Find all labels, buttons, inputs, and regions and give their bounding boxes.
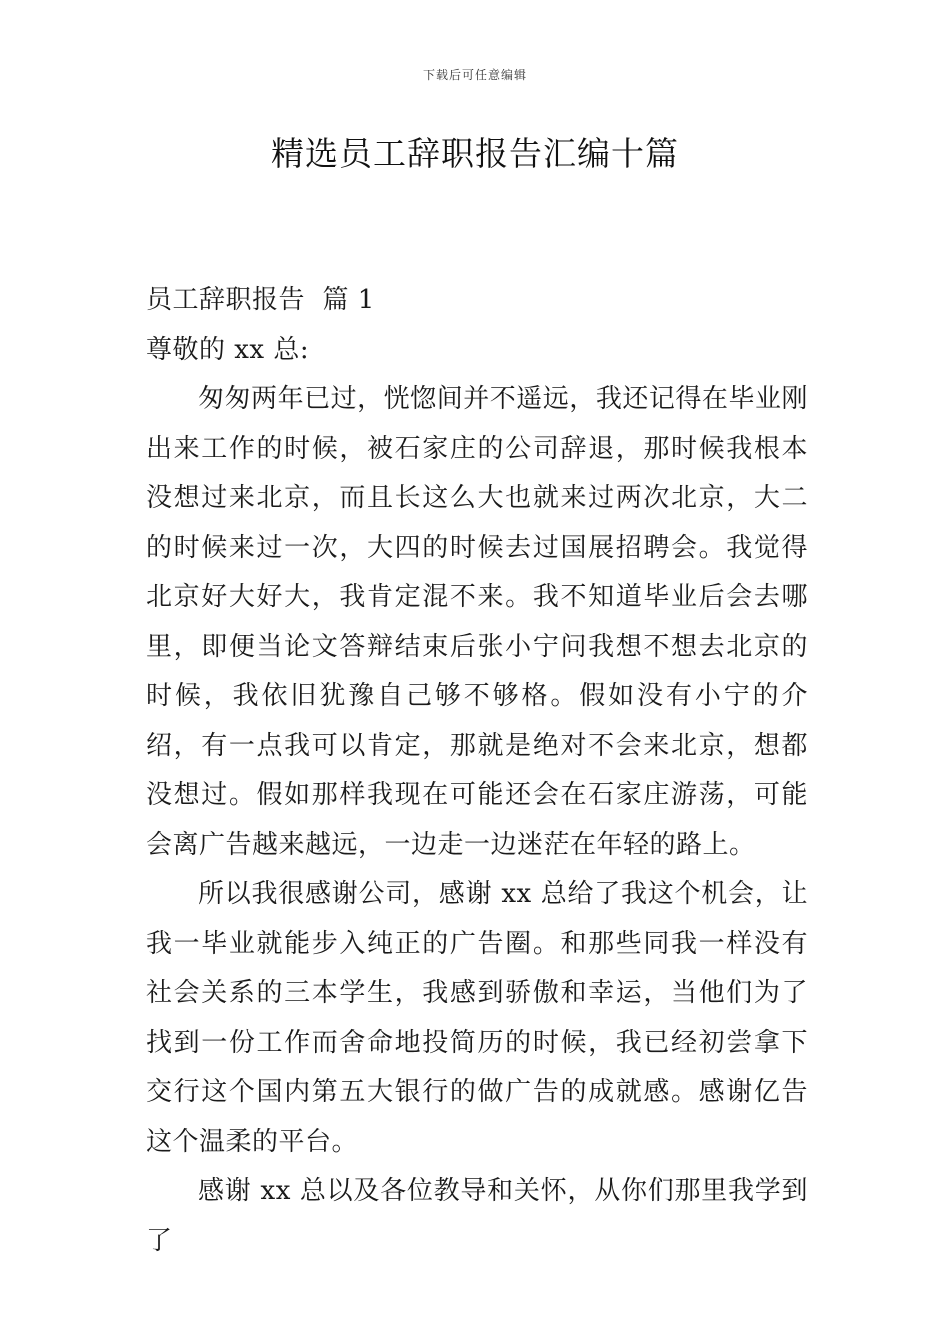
paragraph-2: 所以我很感谢公司，感谢 xx 总给了我这个机会，让我一毕业就能步入纯正的广告圈。和那些同我一样没有社会关系的三本学生，我感到骄傲和幸运，当他们为了找到一份工作而舍命地投简历的时候，我已经初尝拿下交行这个国内第五大银行的做广告的成就感。感谢亿告这个温柔的平台。 [146, 879, 808, 1157]
salutation: 尊敬的 xx 总: [146, 334, 310, 365]
section-heading: 员工辞职报告 篇 1 [146, 285, 375, 315]
paragraph-1: 匆匆两年已过，恍惚间并不遥远，我还记得在毕业刚出来工作的时候，被石家庄的公司辞退，那时候我根本没想过来北京，而且长这么大也就来过两次北京，大二的时候来过一次，大四的时候去过国展招聘会。我觉得北京好大好大，我肯定混不来。我不知道毕业后会去哪里，即便当论文答辩结束后张小宁问我想不想去北京的时候，我依旧犹豫自己够不够格。假如没有小宁的介绍，有一点我可以肯定，那就是绝对不会来北京，想都没想过。假如那样我现在可能还会在石家庄游荡，可能会离广告越来越远，一边走一边迷茫在年轻的路上。 [146, 384, 808, 860]
paragraph-3: 感谢 xx 总以及各位教导和关怀，从你们那里我学到了 [146, 1176, 808, 1256]
header-note: 下载后可任意编辑 [422, 68, 527, 82]
document-body [146, 276, 808, 1266]
document-title: 精选员工辞职报告汇编十篇 [271, 134, 679, 173]
